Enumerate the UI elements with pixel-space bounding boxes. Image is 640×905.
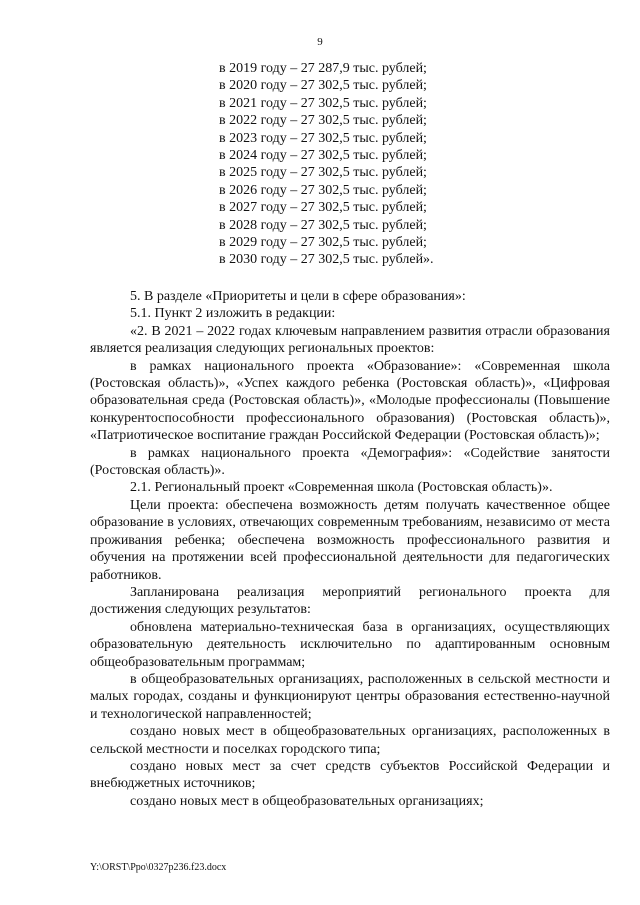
- result-item: обновлена материально-техническая база в организациях, осуществляющих образовательную деятельность исключительно по адаптированным основным общеобразовательным программам;: [90, 619, 610, 670]
- paragraph-education-project: в рамках национального проекта «Образование»: «Современная школа (Ростовская область)», «Успех каждого ребенка (Ростовская область)», «Цифровая образовательная среда (Ростовская область)», «Молодые профессионалы (Повышение конкурентоспособности профессионального образования) (Ростовская область)», «Патриотическое воспитание граждан Российской Федерации (Ростовская область)»;: [90, 358, 610, 444]
- budget-line-2027: в 2027 году – 27 302,5 тыс. рублей;: [219, 200, 427, 216]
- budget-line-2024: в 2024 году – 27 302,5 тыс. рублей;: [219, 148, 427, 164]
- result-item: в общеобразовательных организациях, расположенных в сельской местности и малых городах, созданы и функционируют центры образования естественно-научной и технологической направленностей;: [90, 671, 610, 722]
- file-path-footer: Y:\ORST\Ppo\0327p236.f23.docx: [90, 862, 227, 873]
- budget-line-2021: в 2021 году – 27 302,5 тыс. рублей;: [219, 95, 427, 111]
- budget-line-2026: в 2026 году – 27 302,5 тыс. рублей;: [219, 182, 427, 198]
- budget-line-2030: в 2030 году – 27 302,5 тыс. рублей».: [219, 252, 434, 268]
- paragraph-demography-project: в рамках национального проекта «Демография»: «Содействие занятости (Ростовская область)».: [90, 445, 610, 479]
- body-text: [90, 288, 610, 810]
- paragraph-planned-activities: Запланирована реализация мероприятий регионального проекта для достижения следующих результатов:: [90, 584, 610, 618]
- budget-line-2025: в 2025 году – 27 302,5 тыс. рублей;: [219, 165, 427, 181]
- budget-line-2028: в 2028 году – 27 302,5 тыс. рублей;: [219, 217, 427, 233]
- budget-list: [219, 60, 519, 269]
- result-item: создано новых мест в общеобразовательных организациях;: [130, 793, 484, 809]
- result-item: создано новых мест в общеобразовательных организациях, расположенных в сельской местности и поселках городского типа;: [90, 724, 610, 757]
- budget-line-2020: в 2020 году – 27 302,5 тыс. рублей;: [219, 78, 427, 94]
- section-5-heading: 5. В разделе «Приоритеты и цели в сфере образования»:: [130, 289, 466, 304]
- page-number: 9: [317, 36, 323, 48]
- subsection-5-1: 5.1. Пункт 2 изложить в редакции:: [130, 306, 336, 322]
- paragraph-key-direction: «2. В 2021 – 2022 годах ключевым направлением развития отрасли образования является реализация следующих региональных проектов:: [90, 323, 610, 357]
- budget-line-2022: в 2022 году – 27 302,5 тыс. рублей;: [219, 113, 427, 129]
- result-item: создано новых мест за счет средств субъектов Российской Федерации и внебюджетных источников;: [90, 758, 610, 792]
- budget-line-2029: в 2029 году – 27 302,5 тыс. рублей;: [219, 235, 427, 251]
- budget-line-2019: в 2019 году – 27 287,9 тыс. рублей;: [219, 61, 427, 76]
- subsection-2-1: 2.1. Региональный проект «Современная школа (Ростовская область)».: [130, 480, 553, 496]
- paragraph-project-goals: Цели проекта: обеспечена возможность детям получать качественное общее образование в условиях, отвечающих современным требованиям, независимо от места проживания ребенка; обеспечена возможность профессионального развития и обучения на протяжении всей профессиональной деятельности для педагогических работников.: [90, 497, 610, 583]
- budget-line-2023: в 2023 году – 27 302,5 тыс. рублей;: [219, 130, 427, 146]
